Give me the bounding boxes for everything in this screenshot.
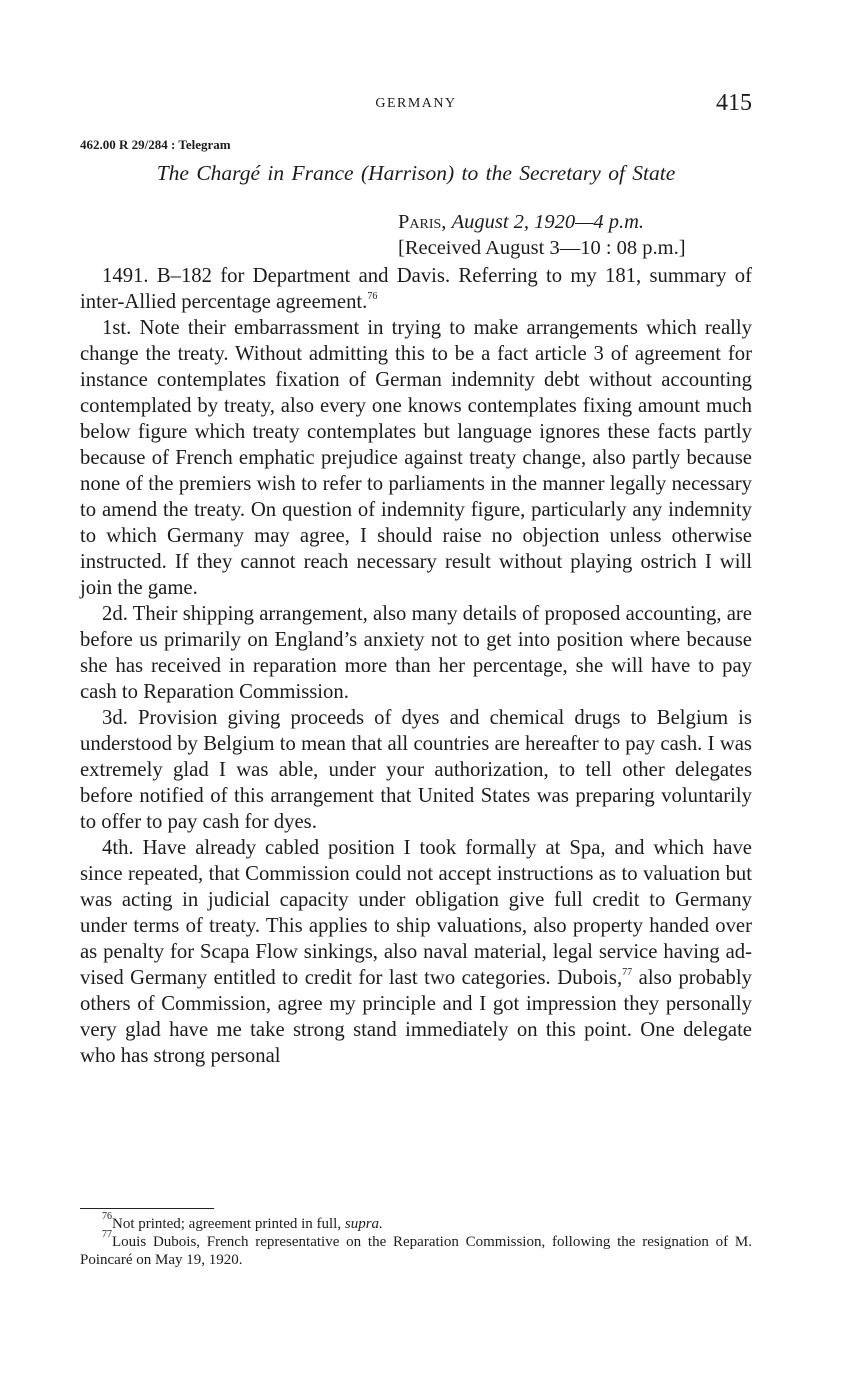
paragraph-4th-text-b: also probably others of Commission, agree my principle and I got impression they personally very glad have me take strong stand immediately on this point. One delegate who has strong personal <box>80 967 752 1067</box>
footnote-77 <box>80 1229 752 1269</box>
footnote-76-text: Not printed; agreement printed in full, <box>112 1216 345 1232</box>
paragraph-intro <box>80 263 752 315</box>
footnote-77-text: Louis Dubois, French representative on the Reparation Commission, following the resignation of M. Poincaré on May 19, 1920. <box>80 1234 752 1268</box>
paragraph-2d: 2d. Their shipping arrangement, also many details of proposed accounting, are before us primarily on England’s anxiety not to get into position where because she has received in reparation more than her percentage, she will have to pay cash to Reparation Commission. <box>80 603 752 703</box>
file-reference: 462.00 R 29/284 : Telegram <box>80 137 231 152</box>
footnote-divider <box>80 1208 214 1209</box>
footnote-ref-76: 76 <box>367 291 378 302</box>
footnote-76 <box>80 1211 752 1233</box>
page-number: 415 <box>716 90 752 116</box>
dateline-date: August 2, 1920—4 p.m. <box>451 211 645 233</box>
running-title: GERMANY <box>375 96 457 111</box>
paragraph-4th-text-a: 4th. Have already cabled position I took formally at Spa, and which have since repeated, that Commission could not accept instructions as to valuation but was acting in judicial capacity under obligation give full credit to Germany under terms of treaty. This applies to ship valuations, also property handed over as penalty for Scapa Flow sinkings, also naval material, legal service having advised Germany entitled to credit for last two categories. Dubois, <box>80 837 752 989</box>
footnotes <box>80 1211 752 1269</box>
paragraph-4th <box>80 835 752 1069</box>
footnote-76-citation: supra. <box>344 1216 383 1232</box>
dateline <box>398 211 644 234</box>
dateline-city: Paris, <box>398 211 447 233</box>
running-head <box>80 90 752 120</box>
footnote-76-marker: 76 <box>102 1211 112 1222</box>
received-line: [Received August 3—10 : 08 p.m.] <box>398 237 686 259</box>
footnote-ref-77: 77 <box>622 967 633 978</box>
paragraph-intro-text: 1491. B–182 for Department and Davis. Referring to my 181, summary of inter-Allied percentage agreement. <box>80 265 752 313</box>
paragraph-3d: 3d. Provision giving proceeds of dyes and chemical drugs to Belgium is understood by Belgium to mean that all countries are hereafter to pay cash. I was extremely glad I was able, under your authorization, to tell other delegates before notified of this arrangement that United States was preparing voluntarily to offer to pay cash for dyes. <box>80 707 752 833</box>
footnote-77-marker: 77 <box>102 1229 112 1240</box>
document-title: The Chargé in France (Harrison) to the Secretary of State <box>156 161 676 185</box>
paragraph-1st: 1st. Note their embarrassment in trying to make arrangements which really change the treaty. Without admitting this to be a fact article 3 of agreement for instance contemplates fixation of German indemnity debt without accounting contemplated by treaty, also every one knows contemplates fixing amount much below figure which treaty contemplates but language ignores these facts partly because of French emphatic prejudice against treaty change, also partly because none of the premiers wish to refer to parliaments in the manner legally necessary to amend the treaty. On question of indemnity figure, particularly any indemnity to which Germany may agree, I should raise no objection unless otherwise instructed. If they cannot reach necessary result without playing ostrich I will join the game. <box>80 317 752 599</box>
telegram-body <box>80 263 752 1069</box>
